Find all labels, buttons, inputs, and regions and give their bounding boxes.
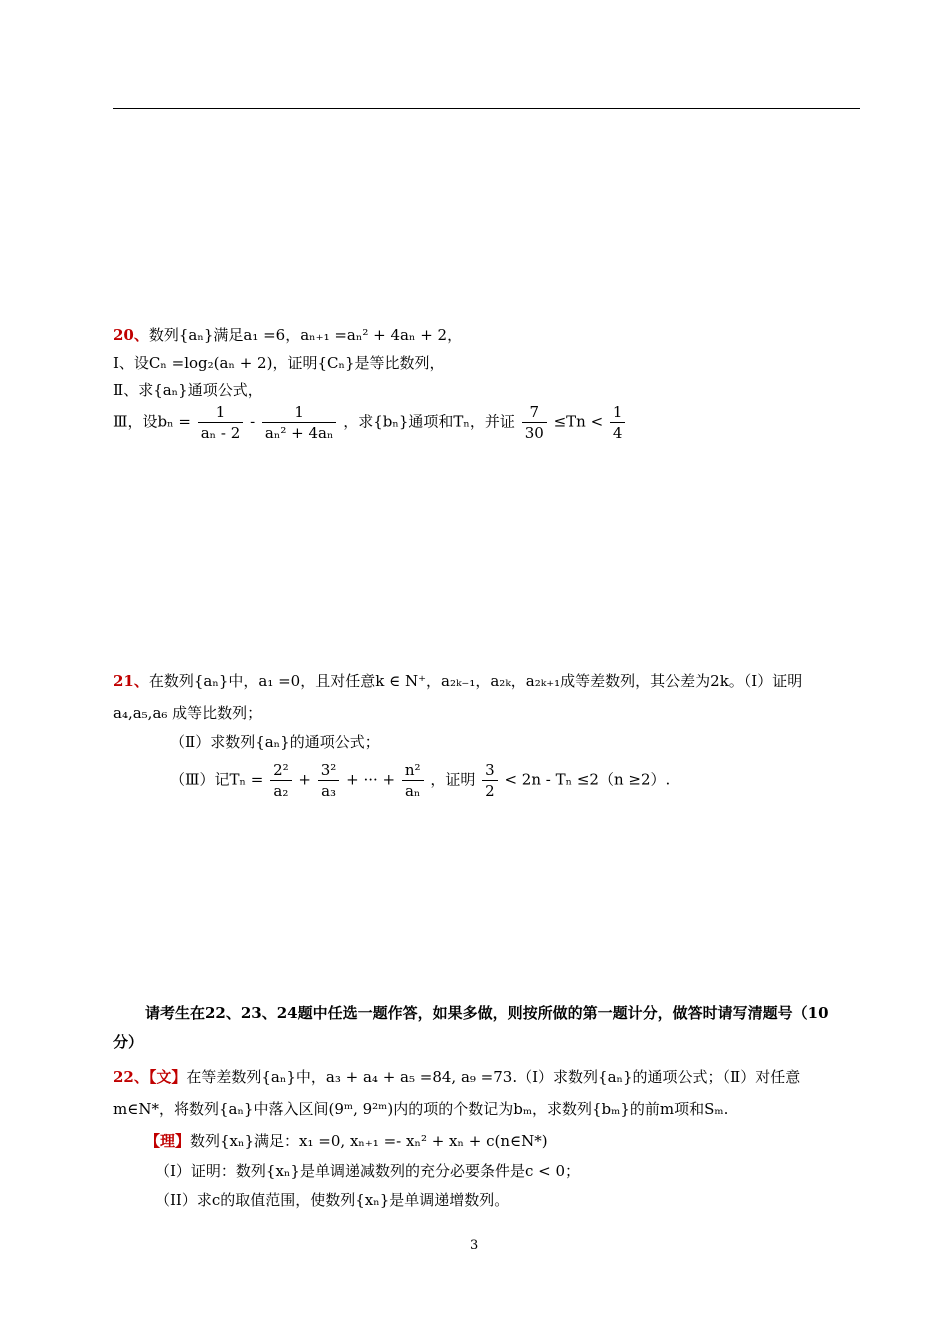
q20-minus: - — [250, 412, 260, 431]
q20-intro-line — [113, 325, 462, 345]
q21-plus-1: + — [298, 770, 316, 789]
q21-line4-middle: ，证明 — [430, 770, 476, 789]
q22-wen-line2: m∈N*，将数列{aₙ}中落入区间(9ᵐ, 9²ᵐ)内的项的个数记为bₘ，求数列{bₘ}的前m项和Sₘ. — [113, 1100, 729, 1118]
q22-li-line1 — [145, 1131, 548, 1151]
header-rule — [113, 108, 860, 109]
q20-intro: 数列{aₙ}满足a₁ =6，aₙ₊₁ =aₙ² + 4aₙ + 2， — [148, 326, 463, 344]
q22-li-line2: （I）证明：数列{xₙ}是单调递减数列的充分必要条件是c < 0； — [155, 1162, 581, 1180]
q22-wen-tag: 【文】 — [148, 1068, 187, 1086]
q21-fraction-1: $\frac{\text{2²}}{\text{a₂}}$ — [270, 760, 292, 801]
q21-line4 — [170, 760, 670, 801]
q21-number: 21、 — [113, 672, 149, 690]
q20-part3-prefix: Ⅲ，设bₙ = — [113, 412, 191, 431]
q21-line1 — [113, 671, 802, 691]
q21-line3: （Ⅱ）求数列{aₙ}的通项公式； — [170, 733, 380, 751]
q21-text1: 在数列{aₙ}中，a₁ =0，且对任意k ∈ N⁺，a₂ₖ₋₁，a₂ₖ，a₂ₖ₊₁成等差数列，其公差为2k。（Ⅰ）证明 — [148, 672, 803, 690]
q20-fraction-4: $\frac{1}{4}$ — [610, 402, 626, 443]
q20-part1: Ⅰ、设Cₙ =log₂(aₙ + 2)，证明{Cₙ}是等比数列， — [113, 354, 445, 372]
q21-plus-2: + ··· + — [346, 770, 400, 789]
q20-number: 20、 — [113, 326, 149, 344]
q20-fraction-2: $\frac{1}{\text{aₙ² + 4aₙ}}$ — [262, 402, 337, 443]
q21-fraction-4: $\frac{3}{2}$ — [482, 760, 498, 801]
q22-li-text1: 数列{xₙ}满足：x₁ =0, xₙ₊₁ =- xₙ² + xₙ + c(n∈N*) — [190, 1132, 548, 1150]
page-number: 3 — [470, 1238, 479, 1253]
q20-fraction-3: $\frac{7}{30}$ — [522, 402, 547, 443]
q22-wen-line1 — [113, 1067, 800, 1087]
q20-inequality: ≤Tn < — [553, 412, 604, 431]
q20-fraction-1: $\frac{1}{\text{aₙ - 2}}$ — [198, 402, 244, 443]
instruction-line1: 请考生在22、23、24题中任选一题作答，如果多做，则按所做的第一题计分，做答时请写清题号（10 — [145, 1004, 829, 1022]
q22-number: 22、 — [113, 1068, 149, 1086]
q20-part3 — [113, 402, 627, 443]
q21-line4-prefix: （Ⅲ）记Tₙ = — [170, 770, 264, 789]
q20-part3-middle: ，求{bₙ}通项和Tₙ，并证 — [343, 412, 515, 431]
instruction-line2: 分） — [113, 1033, 144, 1051]
q21-fraction-2: $\frac{\text{3²}}{\text{a₃}}$ — [318, 760, 340, 801]
q22-li-tag: 【理】 — [145, 1132, 191, 1150]
q21-line4-end: < 2n - Tₙ ≤2（n ≥2）. — [504, 770, 671, 789]
q22-wen-text1: 在等差数列{aₙ}中，a₃ + a₄ + a₅ =84, a₉ =73.（Ⅰ）求数列{aₙ}的通项公式；（Ⅱ）对任意 — [186, 1068, 801, 1086]
q21-line2: a₄,a₅,a₆ 成等比数列； — [113, 704, 263, 722]
q22-li-line3: （II）求c的取值范围，使数列{xₙ}是单调递增数列。 — [155, 1191, 510, 1209]
q20-part2: Ⅱ、求{aₙ}通项公式， — [113, 381, 263, 399]
q21-fraction-3: $\frac{\text{n²}}{\text{aₙ}}$ — [402, 760, 424, 801]
